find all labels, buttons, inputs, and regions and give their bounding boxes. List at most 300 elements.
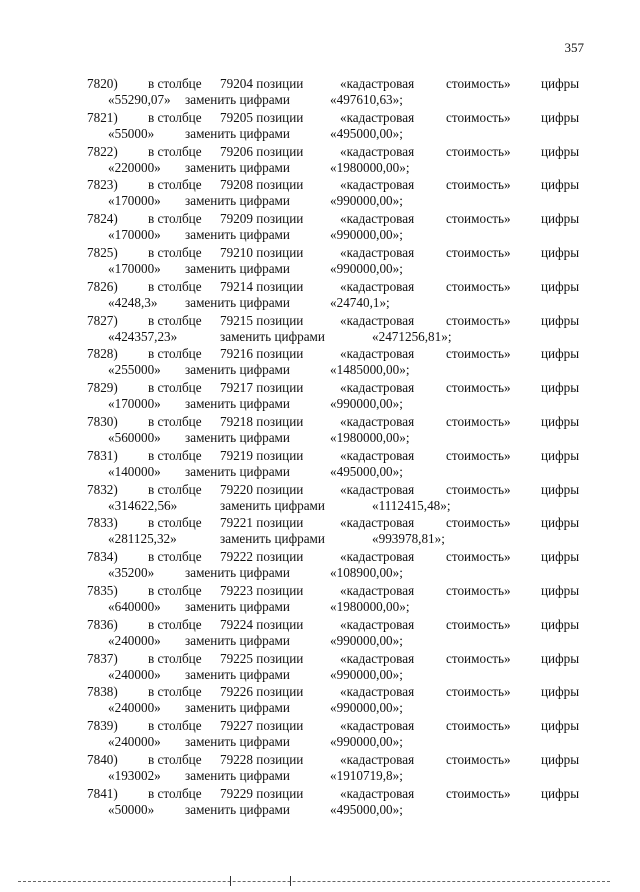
position-text: позиции	[256, 650, 304, 666]
cadastral-text: «кадастровая	[340, 76, 415, 91]
column-position	[220, 449, 303, 462]
cost-text: стоимость»	[446, 143, 511, 159]
cadastral-text: «кадастровая	[340, 650, 415, 666]
column-number: 79229	[220, 785, 253, 801]
item-number: 7824)	[87, 211, 118, 227]
replace-text: заменить цифрами	[185, 666, 290, 682]
in-column-text: в столбце	[148, 785, 202, 801]
column-position	[220, 347, 303, 360]
old-value: «170000»	[108, 260, 161, 276]
item-first-line	[0, 178, 640, 193]
in-column-text: в столбце	[148, 650, 202, 666]
column-number: 79218	[220, 413, 253, 429]
new-value: «495000,00»;	[330, 801, 403, 817]
replace-text: заменить цифрами	[220, 531, 325, 547]
item-second-line	[0, 161, 640, 176]
item-number: 7836)	[87, 616, 118, 632]
replace-text: заменить цифрами	[220, 497, 325, 513]
item-number: 7829)	[87, 380, 118, 396]
column-number: 79220	[220, 481, 253, 497]
item-number: 7833)	[87, 515, 118, 531]
item-number: 7832)	[87, 481, 118, 497]
new-value: «497610,63»;	[330, 92, 403, 107]
column-position	[220, 212, 303, 225]
digits-text: цифры	[541, 447, 580, 463]
footer-rule	[18, 881, 610, 882]
cost-text: стоимость»	[446, 109, 511, 125]
in-column-text: в столбце	[148, 211, 202, 227]
cadastral-text: «кадастровая	[340, 515, 415, 531]
column-number: 79214	[220, 278, 253, 294]
in-column-text: в столбце	[148, 481, 202, 497]
cost-text: стоимость»	[446, 751, 511, 767]
item-number: 7841)	[87, 785, 118, 801]
item-second-line	[0, 532, 640, 547]
list-item	[0, 584, 640, 618]
position-text: позиции	[256, 616, 304, 632]
column-number: 79215	[220, 312, 253, 328]
item-first-line	[0, 550, 640, 565]
column-position	[220, 145, 303, 158]
list-item	[0, 550, 640, 584]
new-value: «1112415,48»;	[372, 497, 451, 513]
old-value: «560000»	[108, 429, 161, 445]
old-value: «170000»	[108, 193, 161, 209]
digits-text: цифры	[541, 481, 580, 497]
digits-text: цифры	[541, 650, 580, 666]
column-number: 79223	[220, 582, 253, 598]
list-item	[0, 685, 640, 719]
cadastral-text: «кадастровая	[340, 109, 415, 125]
position-text: позиции	[256, 346, 304, 362]
item-second-line	[0, 769, 640, 784]
digits-text: цифры	[541, 346, 580, 362]
cadastral-text: «кадастровая	[340, 413, 415, 429]
item-second-line	[0, 330, 640, 345]
new-value: «990000,00»;	[330, 632, 403, 648]
old-value: «140000»	[108, 463, 161, 479]
item-second-line	[0, 701, 640, 716]
item-second-line	[0, 262, 640, 277]
amendment-list	[0, 77, 640, 821]
item-first-line	[0, 381, 640, 396]
replace-text: заменить цифрами	[185, 565, 290, 581]
new-value: «1980000,00»;	[330, 159, 410, 175]
cost-text: стоимость»	[446, 650, 511, 666]
new-value: «1980000,00»;	[330, 429, 410, 445]
column-position	[220, 584, 303, 597]
position-text: позиции	[256, 143, 304, 159]
in-column-text: в столбце	[148, 143, 202, 159]
cadastral-text: «кадастровая	[340, 549, 415, 565]
item-second-line	[0, 397, 640, 412]
digits-text: цифры	[541, 278, 580, 294]
item-first-line	[0, 584, 640, 599]
cadastral-text: «кадастровая	[340, 616, 415, 632]
position-text: позиции	[256, 244, 304, 260]
cost-text: стоимость»	[446, 684, 511, 700]
cost-text: стоимость»	[446, 211, 511, 227]
column-position	[220, 483, 303, 496]
old-value: «193002»	[108, 767, 161, 783]
cost-text: стоимость»	[446, 312, 511, 328]
replace-text: заменить цифрами	[185, 700, 290, 716]
old-value: «35200»	[108, 565, 155, 581]
replace-text: заменить цифрами	[185, 598, 290, 614]
column-position	[220, 652, 303, 665]
page-number: 357	[564, 40, 584, 55]
item-second-line	[0, 735, 640, 750]
in-column-text: в столбце	[148, 346, 202, 362]
item-number: 7830)	[87, 413, 118, 429]
column-number: 79204	[220, 76, 253, 91]
digits-text: цифры	[541, 76, 580, 91]
list-item	[0, 314, 640, 348]
column-position	[220, 381, 303, 394]
item-number: 7834)	[87, 549, 118, 565]
replace-text: заменить цифрами	[185, 92, 290, 107]
new-value: «24740,1»;	[330, 294, 390, 310]
column-number: 79219	[220, 447, 253, 463]
cost-text: стоимость»	[446, 177, 511, 193]
new-value: «990000,00»;	[330, 227, 403, 243]
column-number: 79224	[220, 616, 253, 632]
list-item	[0, 212, 640, 246]
list-item	[0, 652, 640, 686]
column-position	[220, 314, 303, 327]
item-first-line	[0, 212, 640, 227]
item-number: 7840)	[87, 751, 118, 767]
item-second-line	[0, 634, 640, 649]
list-item	[0, 753, 640, 787]
item-number: 7837)	[87, 650, 118, 666]
replace-text: заменить цифрами	[185, 362, 290, 378]
column-position	[220, 246, 303, 259]
footer-tick	[230, 876, 231, 886]
digits-text: цифры	[541, 751, 580, 767]
new-value: «1485000,00»;	[330, 362, 410, 378]
item-first-line	[0, 145, 640, 160]
cadastral-text: «кадастровая	[340, 143, 415, 159]
item-number: 7823)	[87, 177, 118, 193]
in-column-text: в столбце	[148, 718, 202, 734]
digits-text: цифры	[541, 109, 580, 125]
item-first-line	[0, 787, 640, 802]
position-text: позиции	[256, 582, 304, 598]
column-position	[220, 685, 303, 698]
old-value: «240000»	[108, 632, 161, 648]
new-value: «990000,00»;	[330, 396, 403, 412]
digits-text: цифры	[541, 616, 580, 632]
cadastral-text: «кадастровая	[340, 582, 415, 598]
column-position	[220, 178, 303, 191]
item-number: 7820)	[87, 76, 118, 91]
cost-text: стоимость»	[446, 515, 511, 531]
replace-text: заменить цифрами	[185, 396, 290, 412]
column-position	[220, 550, 303, 563]
item-first-line	[0, 719, 640, 734]
cadastral-text: «кадастровая	[340, 211, 415, 227]
cadastral-text: «кадастровая	[340, 346, 415, 362]
in-column-text: в столбце	[148, 616, 202, 632]
new-value: «990000,00»;	[330, 193, 403, 209]
list-item	[0, 449, 640, 483]
replace-text: заменить цифрами	[185, 429, 290, 445]
new-value: «990000,00»;	[330, 260, 403, 276]
new-value: «1910719,8»;	[330, 767, 403, 783]
replace-text: заменить цифрами	[185, 463, 290, 479]
item-first-line	[0, 652, 640, 667]
in-column-text: в столбце	[148, 244, 202, 260]
item-first-line	[0, 516, 640, 531]
replace-text: заменить цифрами	[185, 193, 290, 209]
position-text: позиции	[256, 211, 304, 227]
old-value: «240000»	[108, 666, 161, 682]
item-first-line	[0, 280, 640, 295]
new-value: «495000,00»;	[330, 463, 403, 479]
new-value: «990000,00»;	[330, 734, 403, 750]
old-value: «240000»	[108, 700, 161, 716]
item-first-line	[0, 246, 640, 261]
item-number: 7839)	[87, 718, 118, 734]
digits-text: цифры	[541, 785, 580, 801]
new-value: «990000,00»;	[330, 666, 403, 682]
list-item	[0, 415, 640, 449]
column-number: 79226	[220, 684, 253, 700]
cost-text: стоимость»	[446, 346, 511, 362]
new-value: «1980000,00»;	[330, 598, 410, 614]
new-value: «993978,81»;	[372, 531, 445, 547]
column-position	[220, 111, 303, 124]
old-value: «55000»	[108, 125, 155, 141]
replace-text: заменить цифрами	[185, 734, 290, 750]
in-column-text: в столбце	[148, 515, 202, 531]
in-column-text: в столбце	[148, 413, 202, 429]
replace-text: заменить цифрами	[220, 328, 325, 344]
item-second-line	[0, 803, 640, 818]
old-value: «255000»	[108, 362, 161, 378]
cost-text: стоимость»	[446, 549, 511, 565]
column-position	[220, 77, 303, 90]
cadastral-text: «кадастровая	[340, 718, 415, 734]
column-position	[220, 415, 303, 428]
item-number: 7827)	[87, 312, 118, 328]
list-item	[0, 111, 640, 145]
item-second-line	[0, 465, 640, 480]
column-number: 79210	[220, 244, 253, 260]
new-value: «495000,00»;	[330, 125, 403, 141]
in-column-text: в столбце	[148, 751, 202, 767]
position-text: позиции	[256, 718, 304, 734]
item-number: 7828)	[87, 346, 118, 362]
item-second-line	[0, 499, 640, 514]
digits-text: цифры	[541, 515, 580, 531]
cost-text: стоимость»	[446, 413, 511, 429]
item-number: 7831)	[87, 447, 118, 463]
old-value: «170000»	[108, 396, 161, 412]
position-text: позиции	[256, 515, 304, 531]
column-position	[220, 516, 303, 529]
item-second-line	[0, 363, 640, 378]
cost-text: стоимость»	[446, 785, 511, 801]
item-first-line	[0, 415, 640, 430]
replace-text: заменить цифрами	[185, 227, 290, 243]
item-second-line	[0, 566, 640, 581]
cost-text: стоимость»	[446, 380, 511, 396]
old-value: «424357,23»	[108, 328, 178, 344]
column-number: 79227	[220, 718, 253, 734]
in-column-text: в столбце	[148, 684, 202, 700]
list-item	[0, 787, 640, 821]
list-item	[0, 618, 640, 652]
position-text: позиции	[256, 684, 304, 700]
in-column-text: в столбце	[148, 312, 202, 328]
position-text: позиции	[256, 549, 304, 565]
cadastral-text: «кадастровая	[340, 447, 415, 463]
item-number: 7838)	[87, 684, 118, 700]
item-number: 7835)	[87, 582, 118, 598]
replace-text: заменить цифрами	[185, 159, 290, 175]
list-item	[0, 347, 640, 381]
item-first-line	[0, 314, 640, 329]
item-second-line	[0, 668, 640, 683]
cadastral-text: «кадастровая	[340, 244, 415, 260]
cadastral-text: «кадастровая	[340, 785, 415, 801]
column-position	[220, 753, 303, 766]
replace-text: заменить цифрами	[185, 801, 290, 817]
item-number: 7826)	[87, 278, 118, 294]
position-text: позиции	[256, 785, 304, 801]
list-item	[0, 280, 640, 314]
position-text: позиции	[256, 481, 304, 497]
item-second-line	[0, 431, 640, 446]
in-column-text: в столбце	[148, 76, 202, 91]
position-text: позиции	[256, 447, 304, 463]
in-column-text: в столбце	[148, 177, 202, 193]
item-first-line	[0, 753, 640, 768]
cost-text: стоимость»	[446, 616, 511, 632]
cost-text: стоимость»	[446, 447, 511, 463]
list-item	[0, 246, 640, 280]
digits-text: цифры	[541, 684, 580, 700]
position-text: позиции	[256, 177, 304, 193]
list-item	[0, 381, 640, 415]
in-column-text: в столбце	[148, 582, 202, 598]
column-number: 79205	[220, 109, 253, 125]
new-value: «2471256,81»;	[372, 328, 452, 344]
replace-text: заменить цифрами	[185, 294, 290, 310]
digits-text: цифры	[541, 582, 580, 598]
item-number: 7821)	[87, 109, 118, 125]
cadastral-text: «кадастровая	[340, 380, 415, 396]
list-item	[0, 77, 640, 111]
column-position	[220, 787, 303, 800]
cadastral-text: «кадастровая	[340, 751, 415, 767]
item-first-line	[0, 685, 640, 700]
digits-text: цифры	[541, 177, 580, 193]
old-value: «4248,3»	[108, 294, 158, 310]
cadastral-text: «кадастровая	[340, 481, 415, 497]
item-second-line	[0, 194, 640, 209]
item-first-line	[0, 618, 640, 633]
column-number: 79228	[220, 751, 253, 767]
item-first-line	[0, 347, 640, 362]
column-number: 79209	[220, 211, 253, 227]
item-number: 7822)	[87, 143, 118, 159]
column-number: 79208	[220, 177, 253, 193]
item-number: 7825)	[87, 244, 118, 260]
list-item	[0, 483, 640, 517]
in-column-text: в столбце	[148, 447, 202, 463]
new-value: «990000,00»;	[330, 700, 403, 716]
position-text: позиции	[256, 278, 304, 294]
old-value: «240000»	[108, 734, 161, 750]
in-column-text: в столбце	[148, 278, 202, 294]
replace-text: заменить цифрами	[185, 632, 290, 648]
in-column-text: в столбце	[148, 380, 202, 396]
new-value: «108900,00»;	[330, 565, 403, 581]
item-second-line	[0, 296, 640, 311]
cost-text: стоимость»	[446, 582, 511, 598]
position-text: позиции	[256, 751, 304, 767]
old-value: «281125,32»	[108, 531, 177, 547]
item-first-line	[0, 483, 640, 498]
in-column-text: в столбце	[148, 549, 202, 565]
column-number: 79206	[220, 143, 253, 159]
cadastral-text: «кадастровая	[340, 684, 415, 700]
column-number: 79221	[220, 515, 253, 531]
old-value: «314622,56»	[108, 497, 178, 513]
old-value: «170000»	[108, 227, 161, 243]
position-text: позиции	[256, 312, 304, 328]
position-text: позиции	[256, 413, 304, 429]
column-position	[220, 719, 303, 732]
replace-text: заменить цифрами	[185, 260, 290, 276]
replace-text: заменить цифрами	[185, 767, 290, 783]
column-number: 79216	[220, 346, 253, 362]
item-second-line	[0, 228, 640, 243]
cost-text: стоимость»	[446, 76, 511, 91]
digits-text: цифры	[541, 143, 580, 159]
digits-text: цифры	[541, 718, 580, 734]
cadastral-text: «кадастровая	[340, 278, 415, 294]
position-text: позиции	[256, 380, 304, 396]
cost-text: стоимость»	[446, 718, 511, 734]
position-text: позиции	[256, 76, 304, 91]
digits-text: цифры	[541, 380, 580, 396]
old-value: «220000»	[108, 159, 161, 175]
item-first-line	[0, 77, 640, 92]
item-first-line	[0, 449, 640, 464]
cost-text: стоимость»	[446, 278, 511, 294]
digits-text: цифры	[541, 244, 580, 260]
list-item	[0, 719, 640, 753]
column-position	[220, 618, 303, 631]
cadastral-text: «кадастровая	[340, 177, 415, 193]
column-number: 79217	[220, 380, 253, 396]
list-item	[0, 178, 640, 212]
digits-text: цифры	[541, 549, 580, 565]
old-value: «55290,07»	[108, 92, 171, 107]
digits-text: цифры	[541, 312, 580, 328]
item-second-line	[0, 127, 640, 142]
list-item	[0, 516, 640, 550]
item-first-line	[0, 111, 640, 126]
digits-text: цифры	[541, 413, 580, 429]
cost-text: стоимость»	[446, 481, 511, 497]
column-number: 79225	[220, 650, 253, 666]
item-second-line	[0, 93, 640, 108]
